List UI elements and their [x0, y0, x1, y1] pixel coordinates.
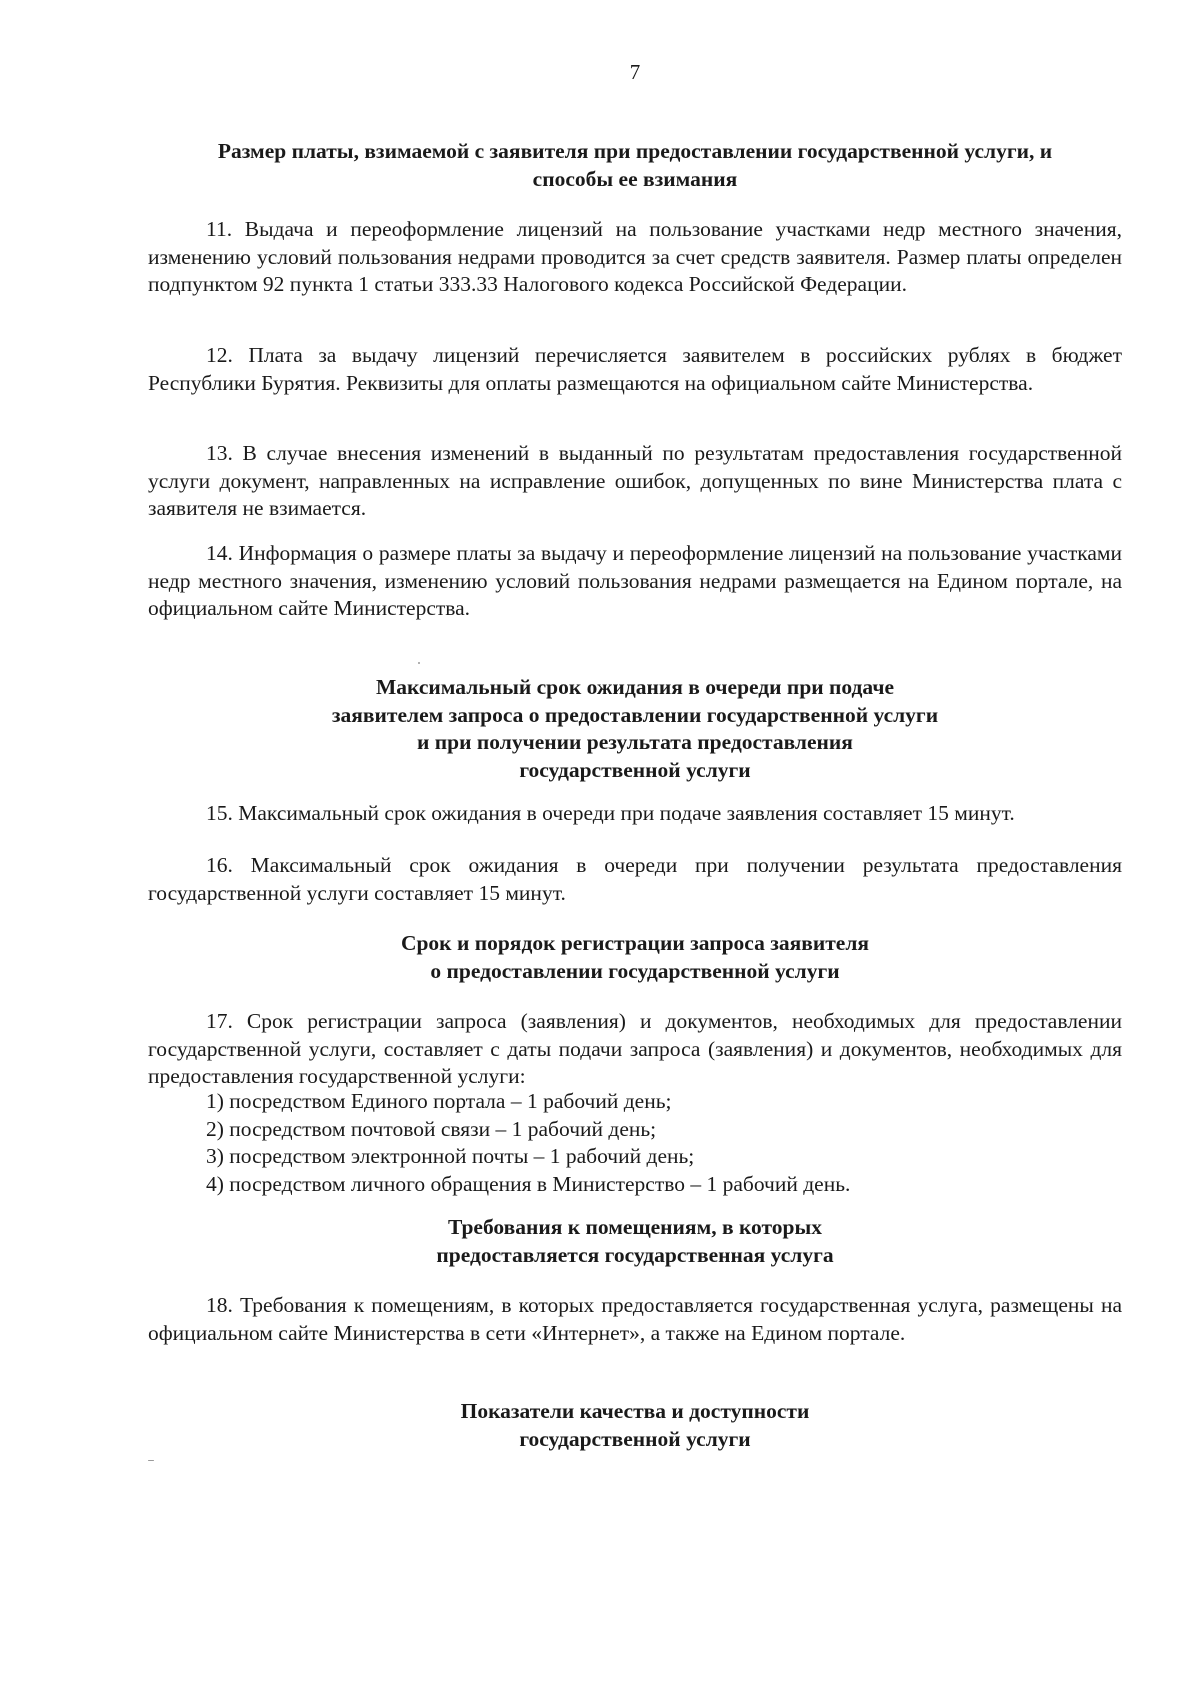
list-item: 3) посредством электронной почты – 1 рабочий день; — [206, 1144, 695, 1168]
heading-line: государственной услуги — [519, 757, 751, 782]
section-heading-quality — [148, 1398, 1122, 1453]
paragraph-12: 12. Плата за выдачу лицензий перечисляется заявителем в российских рублях в бюджет Республики Бурятия. Реквизиты для оплаты размещаются на официальном сайте Министерства. — [148, 343, 1122, 395]
scan-speck — [418, 662, 420, 664]
list-item: 4) посредством личного обращения в Министерство – 1 рабочий день. — [206, 1171, 851, 1196]
list-item: 2) посредством почтовой связи – 1 рабочий день; — [206, 1116, 657, 1141]
registration-term-list — [206, 1088, 1122, 1198]
paragraph-14: 14. Информация о размере платы за выдачу и переоформление лицензий на пользование участками недр местного значения, изменению условий пользования недрами размещается на Едином портале, на официальном сайте Министерства. — [148, 541, 1122, 620]
section-heading-registration — [148, 930, 1122, 985]
section-heading-fee: Размер платы, взимаемой с заявителя при предоставлении государственной услуги, и способы ее взимания — [217, 139, 1053, 191]
section-heading-queue — [148, 674, 1122, 784]
paragraph-15: 15. Максимальный срок ожидания в очереди при подаче заявления составляет 15 минут. — [206, 801, 1015, 825]
heading-line: Максимальный срок ожидания в очереди при подаче — [375, 675, 894, 699]
paragraph-13: 13. В случае внесения изменений в выданный по результатам предоставления государственной услуги документ, направленных на исправление ошибок, допущенных по вине Министерства плата с заявителя не взимается. — [148, 441, 1122, 520]
paragraph-18: 18. Требования к помещениям, в которых предоставляется государственная услуга, размещены на официальном сайте Министерства в сети «Интернет», а также на Едином портале. — [148, 1293, 1122, 1345]
heading-line: и при получении результата предоставления — [417, 730, 853, 754]
paragraph-17: 17. Срок регистрации запроса (заявления) и документов, необходимых для предоставлении государственной услуги, составляет с даты подачи запроса (заявления) и документов, необходимых для предоставления государственной услуги: — [148, 1009, 1122, 1088]
heading-line: Срок и порядок регистрации запроса заявителя — [400, 931, 870, 955]
section-heading-premises — [148, 1214, 1122, 1269]
heading-line: о предоставлении государственной услуги — [430, 958, 840, 983]
heading-line: Требования к помещениям, в которых — [447, 1215, 823, 1239]
paragraph-16: 16. Максимальный срок ожидания в очереди при получении результата предоставления государственной услуги составляет 15 минут. — [148, 853, 1122, 905]
paragraph-11: 11. Выдача и переоформление лицензий на пользование участками недр местного значения, изменению условий пользования недрами проводится за счет средств заявителя. Размер платы определен подпунктом 92 пункта 1 статьи 333.33 Налогового кодекса Российской Федерации. — [148, 217, 1122, 296]
heading-line: государственной услуги — [519, 1426, 751, 1451]
heading-line: Показатели качества и доступности — [460, 1399, 810, 1423]
heading-line: заявителем запроса о предоставлении государственной услуги — [331, 702, 939, 727]
scan-speck — [148, 1460, 154, 1461]
list-item: 1) посредством Единого портала – 1 рабочий день; — [206, 1089, 672, 1113]
page-number: 7 — [629, 60, 641, 84]
heading-line: предоставляется государственная услуга — [436, 1242, 834, 1267]
